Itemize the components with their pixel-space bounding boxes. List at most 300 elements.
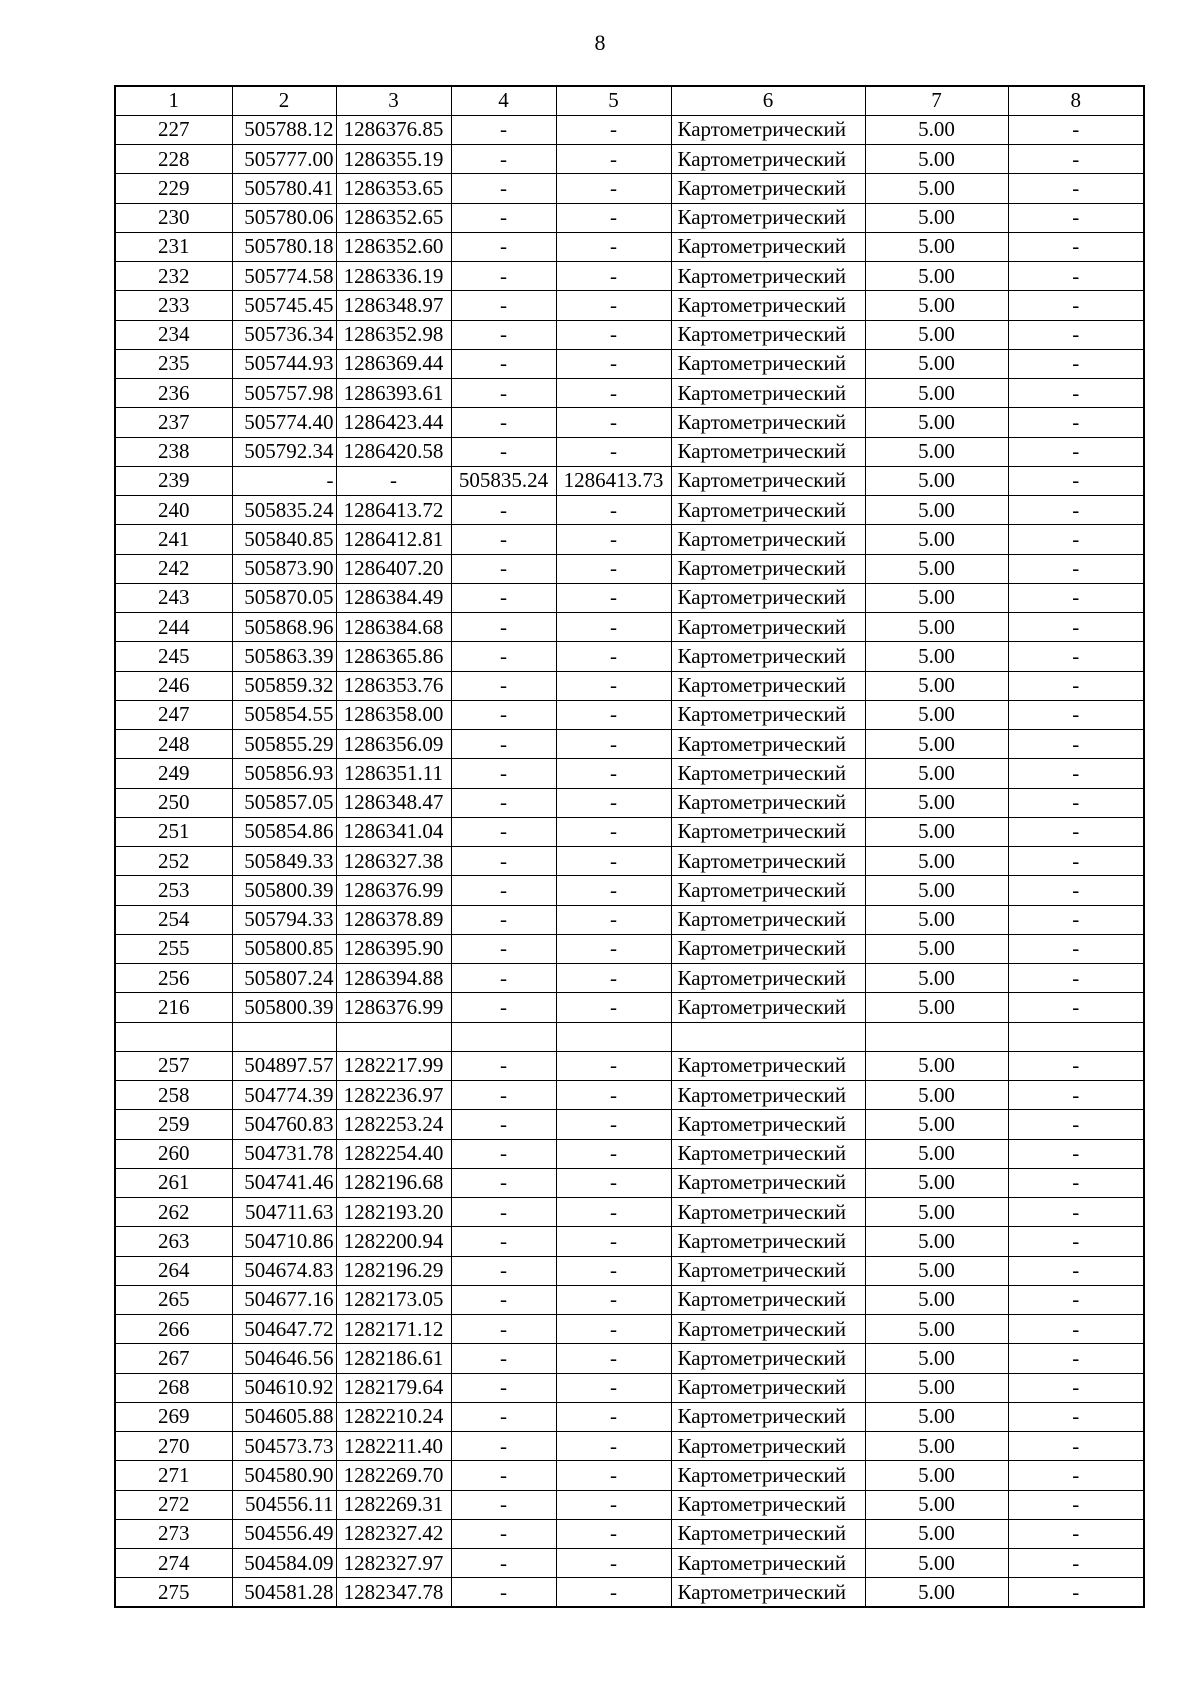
accuracy-cell: 5.00	[865, 525, 1008, 554]
y-new-coordinate-cell: -	[556, 1285, 671, 1314]
x-coordinate-cell: 505794.33	[232, 905, 336, 934]
point-number-cell: 253	[115, 876, 232, 905]
method-cell: Картометрический	[671, 1139, 865, 1168]
point-number-cell: 259	[115, 1110, 232, 1139]
point-number-cell: 243	[115, 583, 232, 612]
point-number-cell: 246	[115, 671, 232, 700]
x-new-coordinate-cell: -	[451, 437, 556, 466]
table-row	[115, 1549, 1144, 1578]
accuracy-cell: 5.00	[865, 1227, 1008, 1256]
method-cell: Картометрический	[671, 1578, 865, 1607]
column-header: 7	[865, 86, 1008, 115]
method-cell: Картометрический	[671, 1519, 865, 1548]
y-coordinate-cell: 1286376.85	[336, 115, 451, 144]
accuracy-cell: 5.00	[865, 876, 1008, 905]
table-row	[115, 1110, 1144, 1139]
y-coordinate-cell: 1286341.04	[336, 817, 451, 846]
y-new-coordinate-cell	[556, 1022, 671, 1051]
accuracy-cell: 5.00	[865, 1051, 1008, 1080]
x-new-coordinate-cell: -	[451, 262, 556, 291]
description-cell: -	[1008, 466, 1144, 495]
table-row	[115, 847, 1144, 876]
description-cell: -	[1008, 437, 1144, 466]
method-cell: Картометрический	[671, 993, 865, 1022]
y-new-coordinate-cell: -	[556, 583, 671, 612]
x-coordinate-cell: 505774.58	[232, 262, 336, 291]
method-cell: Картометрический	[671, 408, 865, 437]
accuracy-cell: 5.00	[865, 1110, 1008, 1139]
x-coordinate-cell: 504610.92	[232, 1373, 336, 1402]
x-new-coordinate-cell: -	[451, 700, 556, 729]
x-new-coordinate-cell: -	[451, 1227, 556, 1256]
description-cell: -	[1008, 145, 1144, 174]
y-new-coordinate-cell: -	[556, 700, 671, 729]
x-coordinate-cell: 505873.90	[232, 554, 336, 583]
x-new-coordinate-cell: -	[451, 1549, 556, 1578]
description-cell: -	[1008, 232, 1144, 261]
description-cell: -	[1008, 1373, 1144, 1402]
y-new-coordinate-cell: -	[556, 642, 671, 671]
accuracy-cell: 5.00	[865, 466, 1008, 495]
x-coordinate-cell: 504580.90	[232, 1461, 336, 1490]
description-cell: -	[1008, 759, 1144, 788]
x-coordinate-cell: 505854.55	[232, 700, 336, 729]
method-cell: Картометрический	[671, 964, 865, 993]
y-coordinate-cell: 1282327.42	[336, 1519, 451, 1548]
x-coordinate-cell: 504731.78	[232, 1139, 336, 1168]
description-cell: -	[1008, 671, 1144, 700]
accuracy-cell: 5.00	[865, 1519, 1008, 1548]
method-cell: Картометрический	[671, 554, 865, 583]
column-header: 3	[336, 86, 451, 115]
x-coordinate-cell: 504573.73	[232, 1432, 336, 1461]
description-cell: -	[1008, 905, 1144, 934]
y-new-coordinate-cell: -	[556, 1402, 671, 1431]
x-new-coordinate-cell: -	[451, 408, 556, 437]
table-row	[115, 466, 1144, 495]
y-coordinate-cell: 1282179.64	[336, 1373, 451, 1402]
y-coordinate-cell: 1282196.29	[336, 1256, 451, 1285]
y-coordinate-cell: 1282196.68	[336, 1168, 451, 1197]
y-coordinate-cell: 1282210.24	[336, 1402, 451, 1431]
accuracy-cell: 5.00	[865, 759, 1008, 788]
y-coordinate-cell: 1286369.44	[336, 349, 451, 378]
table-row	[115, 1344, 1144, 1373]
point-number-cell: 260	[115, 1139, 232, 1168]
method-cell: Картометрический	[671, 1168, 865, 1197]
x-new-coordinate-cell: -	[451, 203, 556, 232]
x-new-coordinate-cell: -	[451, 1461, 556, 1490]
x-coordinate-cell: 504647.72	[232, 1315, 336, 1344]
method-cell: Картометрический	[671, 876, 865, 905]
y-coordinate-cell: 1286413.72	[336, 496, 451, 525]
x-coordinate-cell: 505792.34	[232, 437, 336, 466]
description-cell	[1008, 1022, 1144, 1051]
x-new-coordinate-cell: -	[451, 613, 556, 642]
accuracy-cell: 5.00	[865, 1549, 1008, 1578]
description-cell: -	[1008, 817, 1144, 846]
y-coordinate-cell: 1286412.81	[336, 525, 451, 554]
accuracy-cell: 5.00	[865, 145, 1008, 174]
table-header-row	[115, 86, 1144, 115]
y-coordinate-cell: 1282327.97	[336, 1549, 451, 1578]
point-number-cell: 227	[115, 115, 232, 144]
method-cell: Картометрический	[671, 525, 865, 554]
table-row	[115, 554, 1144, 583]
description-cell: -	[1008, 1139, 1144, 1168]
description-cell: -	[1008, 115, 1144, 144]
x-new-coordinate-cell: -	[451, 671, 556, 700]
x-new-coordinate-cell: -	[451, 1081, 556, 1110]
description-cell: -	[1008, 1344, 1144, 1373]
y-coordinate-cell: 1282171.12	[336, 1315, 451, 1344]
x-new-coordinate-cell: -	[451, 642, 556, 671]
page-number: 8	[594, 30, 606, 55]
x-coordinate-cell: 504581.28	[232, 1578, 336, 1607]
method-cell: Картометрический	[671, 642, 865, 671]
y-coordinate-cell: 1282200.94	[336, 1227, 451, 1256]
x-coordinate-cell: 505777.00	[232, 145, 336, 174]
x-new-coordinate-cell	[451, 1022, 556, 1051]
x-coordinate-cell: 504741.46	[232, 1168, 336, 1197]
point-number-cell: 274	[115, 1549, 232, 1578]
x-new-coordinate-cell: -	[451, 847, 556, 876]
y-coordinate-cell: 1286348.97	[336, 291, 451, 320]
description-cell: -	[1008, 1490, 1144, 1519]
description-cell: -	[1008, 1578, 1144, 1607]
x-new-coordinate-cell: -	[451, 1168, 556, 1197]
method-cell: Картометрический	[671, 320, 865, 349]
y-new-coordinate-cell: -	[556, 496, 671, 525]
x-new-coordinate-cell: -	[451, 115, 556, 144]
description-cell: -	[1008, 1549, 1144, 1578]
description-cell: -	[1008, 349, 1144, 378]
y-new-coordinate-cell: -	[556, 262, 671, 291]
x-coordinate-cell: 504674.83	[232, 1256, 336, 1285]
x-new-coordinate-cell: -	[451, 1490, 556, 1519]
x-new-coordinate-cell: -	[451, 1051, 556, 1080]
x-coordinate-cell: 504710.86	[232, 1227, 336, 1256]
accuracy-cell: 5.00	[865, 847, 1008, 876]
table-row	[115, 905, 1144, 934]
method-cell: Картометрический	[671, 1402, 865, 1431]
point-number-cell	[115, 1022, 232, 1051]
y-new-coordinate-cell: -	[556, 203, 671, 232]
table-row	[115, 1373, 1144, 1402]
y-new-coordinate-cell: -	[556, 964, 671, 993]
point-number-cell: 250	[115, 788, 232, 817]
method-cell: Картометрический	[671, 1461, 865, 1490]
y-new-coordinate-cell: -	[556, 1081, 671, 1110]
description-cell: -	[1008, 1519, 1144, 1548]
x-new-coordinate-cell: -	[451, 964, 556, 993]
x-coordinate-cell: 505807.24	[232, 964, 336, 993]
x-new-coordinate-cell: -	[451, 525, 556, 554]
method-cell: Картометрический	[671, 349, 865, 378]
accuracy-cell: 5.00	[865, 730, 1008, 759]
table-row	[115, 613, 1144, 642]
accuracy-cell: 5.00	[865, 291, 1008, 320]
point-number-cell: 228	[115, 145, 232, 174]
method-cell: Картометрический	[671, 1432, 865, 1461]
x-coordinate-cell: 505854.86	[232, 817, 336, 846]
table-row	[115, 437, 1144, 466]
table-row	[115, 525, 1144, 554]
x-new-coordinate-cell: -	[451, 993, 556, 1022]
description-cell: -	[1008, 1256, 1144, 1285]
x-new-coordinate-cell: -	[451, 232, 556, 261]
y-new-coordinate-cell: -	[556, 291, 671, 320]
y-coordinate-cell: 1286376.99	[336, 876, 451, 905]
point-number-cell: 245	[115, 642, 232, 671]
table-row	[115, 1578, 1144, 1607]
y-new-coordinate-cell: -	[556, 613, 671, 642]
method-cell: Картометрический	[671, 1549, 865, 1578]
x-coordinate-cell: 504711.63	[232, 1198, 336, 1227]
y-new-coordinate-cell: -	[556, 1227, 671, 1256]
x-coordinate-cell: 505780.06	[232, 203, 336, 232]
point-number-cell: 258	[115, 1081, 232, 1110]
table-body	[115, 115, 1144, 1607]
method-cell: Картометрический	[671, 232, 865, 261]
x-new-coordinate-cell: -	[451, 817, 556, 846]
accuracy-cell: 5.00	[865, 1198, 1008, 1227]
point-number-cell: 261	[115, 1168, 232, 1197]
y-coordinate-cell: 1286356.09	[336, 730, 451, 759]
y-new-coordinate-cell: -	[556, 1461, 671, 1490]
x-new-coordinate-cell: -	[451, 905, 556, 934]
table-row	[115, 1402, 1144, 1431]
description-cell: -	[1008, 847, 1144, 876]
point-number-cell: 267	[115, 1344, 232, 1373]
column-header: 4	[451, 86, 556, 115]
table-row	[115, 145, 1144, 174]
x-coordinate-cell: 504897.57	[232, 1051, 336, 1080]
table-row	[115, 993, 1144, 1022]
description-cell: -	[1008, 993, 1144, 1022]
x-new-coordinate-cell: -	[451, 554, 556, 583]
point-number-cell: 229	[115, 174, 232, 203]
method-cell: Картометрический	[671, 1198, 865, 1227]
table-row	[115, 1081, 1144, 1110]
table-row	[115, 1051, 1144, 1080]
y-coordinate-cell: 1282193.20	[336, 1198, 451, 1227]
x-coordinate-cell: 505757.98	[232, 379, 336, 408]
table-row	[115, 262, 1144, 291]
y-coordinate-cell: 1286423.44	[336, 408, 451, 437]
x-new-coordinate-cell: -	[451, 1402, 556, 1431]
y-coordinate-cell: 1286353.65	[336, 174, 451, 203]
method-cell: Картометрический	[671, 291, 865, 320]
point-number-cell: 244	[115, 613, 232, 642]
x-coordinate-cell: 504584.09	[232, 1549, 336, 1578]
table-row	[115, 1285, 1144, 1314]
accuracy-cell: 5.00	[865, 349, 1008, 378]
accuracy-cell: 5.00	[865, 1168, 1008, 1197]
table-row	[115, 379, 1144, 408]
column-header: 8	[1008, 86, 1144, 115]
point-number-cell: 257	[115, 1051, 232, 1080]
point-number-cell: 255	[115, 934, 232, 963]
x-coordinate-cell: 505849.33	[232, 847, 336, 876]
description-cell: -	[1008, 1168, 1144, 1197]
y-new-coordinate-cell: -	[556, 847, 671, 876]
table-row	[115, 1490, 1144, 1519]
point-number-cell: 251	[115, 817, 232, 846]
accuracy-cell: 5.00	[865, 700, 1008, 729]
accuracy-cell: 5.00	[865, 583, 1008, 612]
method-cell: Картометрический	[671, 1051, 865, 1080]
x-new-coordinate-cell: -	[451, 1198, 556, 1227]
x-new-coordinate-cell: -	[451, 320, 556, 349]
point-number-cell: 254	[115, 905, 232, 934]
table-row	[115, 1139, 1144, 1168]
y-coordinate-cell: 1282253.24	[336, 1110, 451, 1139]
y-new-coordinate-cell: -	[556, 525, 671, 554]
point-number-cell: 270	[115, 1432, 232, 1461]
table-row	[115, 583, 1144, 612]
method-cell: Картометрический	[671, 1227, 865, 1256]
x-coordinate-cell: 505800.85	[232, 934, 336, 963]
table-row	[115, 496, 1144, 525]
x-coordinate-cell: 505856.93	[232, 759, 336, 788]
point-number-cell: 268	[115, 1373, 232, 1402]
accuracy-cell: 5.00	[865, 379, 1008, 408]
accuracy-cell: 5.00	[865, 1344, 1008, 1373]
x-coordinate-cell: 504677.16	[232, 1285, 336, 1314]
point-number-cell: 236	[115, 379, 232, 408]
table-row	[115, 671, 1144, 700]
table-row	[115, 817, 1144, 846]
method-cell: Картометрический	[671, 905, 865, 934]
x-new-coordinate-cell: -	[451, 349, 556, 378]
method-cell: Картометрический	[671, 145, 865, 174]
description-cell: -	[1008, 730, 1144, 759]
description-cell: -	[1008, 496, 1144, 525]
description-cell: -	[1008, 408, 1144, 437]
y-new-coordinate-cell: -	[556, 554, 671, 583]
accuracy-cell: 5.00	[865, 496, 1008, 525]
y-coordinate-cell: 1286352.65	[336, 203, 451, 232]
y-new-coordinate-cell: -	[556, 379, 671, 408]
y-new-coordinate-cell: -	[556, 1139, 671, 1168]
x-new-coordinate-cell: -	[451, 1344, 556, 1373]
accuracy-cell: 5.00	[865, 1373, 1008, 1402]
accuracy-cell: 5.00	[865, 642, 1008, 671]
point-number-cell: 233	[115, 291, 232, 320]
accuracy-cell: 5.00	[865, 437, 1008, 466]
x-coordinate-cell: 505840.85	[232, 525, 336, 554]
x-new-coordinate-cell: -	[451, 1256, 556, 1285]
accuracy-cell: 5.00	[865, 964, 1008, 993]
accuracy-cell: 5.00	[865, 174, 1008, 203]
accuracy-cell: 5.00	[865, 554, 1008, 583]
table-row	[115, 1168, 1144, 1197]
y-coordinate-cell: 1286393.61	[336, 379, 451, 408]
x-coordinate-cell: 505863.39	[232, 642, 336, 671]
method-cell: Картометрический	[671, 115, 865, 144]
point-number-cell: 247	[115, 700, 232, 729]
y-new-coordinate-cell: -	[556, 905, 671, 934]
y-new-coordinate-cell: -	[556, 408, 671, 437]
table-row	[115, 115, 1144, 144]
y-coordinate-cell: 1286351.11	[336, 759, 451, 788]
y-new-coordinate-cell: -	[556, 1578, 671, 1607]
method-cell: Картометрический	[671, 613, 865, 642]
column-header: 5	[556, 86, 671, 115]
y-new-coordinate-cell: -	[556, 320, 671, 349]
point-number-cell: 264	[115, 1256, 232, 1285]
y-new-coordinate-cell: -	[556, 437, 671, 466]
description-cell: -	[1008, 262, 1144, 291]
method-cell: Картометрический	[671, 583, 865, 612]
method-cell: Картометрический	[671, 1081, 865, 1110]
y-coordinate-cell: 1286352.60	[336, 232, 451, 261]
x-new-coordinate-cell: -	[451, 145, 556, 174]
x-new-coordinate-cell: -	[451, 1285, 556, 1314]
method-cell: Картометрический	[671, 174, 865, 203]
point-number-cell: 273	[115, 1519, 232, 1548]
accuracy-cell: 5.00	[865, 1256, 1008, 1285]
accuracy-cell: 5.00	[865, 905, 1008, 934]
x-new-coordinate-cell: -	[451, 876, 556, 905]
y-coordinate-cell: -	[336, 466, 451, 495]
x-new-coordinate-cell: -	[451, 730, 556, 759]
x-coordinate-cell: 505774.40	[232, 408, 336, 437]
table-row	[115, 759, 1144, 788]
accuracy-cell: 5.00	[865, 993, 1008, 1022]
accuracy-cell: 5.00	[865, 788, 1008, 817]
method-cell: Картометрический	[671, 1373, 865, 1402]
y-new-coordinate-cell: -	[556, 1110, 671, 1139]
description-cell: -	[1008, 203, 1144, 232]
table-row	[115, 1227, 1144, 1256]
point-number-cell: 256	[115, 964, 232, 993]
table-row	[115, 876, 1144, 905]
y-coordinate-cell: 1286365.86	[336, 642, 451, 671]
x-coordinate-cell: 505870.05	[232, 583, 336, 612]
table-row	[115, 700, 1144, 729]
y-new-coordinate-cell: -	[556, 1051, 671, 1080]
description-cell: -	[1008, 642, 1144, 671]
method-cell: Картометрический	[671, 1256, 865, 1285]
y-coordinate-cell: 1282173.05	[336, 1285, 451, 1314]
y-coordinate-cell: 1286352.98	[336, 320, 451, 349]
description-cell: -	[1008, 1081, 1144, 1110]
accuracy-cell: 5.00	[865, 1081, 1008, 1110]
table-row	[115, 964, 1144, 993]
y-coordinate-cell: 1286384.49	[336, 583, 451, 612]
accuracy-cell: 5.00	[865, 1402, 1008, 1431]
x-new-coordinate-cell: -	[451, 1315, 556, 1344]
point-number-cell: 231	[115, 232, 232, 261]
x-coordinate-cell: 504556.49	[232, 1519, 336, 1548]
y-coordinate-cell: 1282269.31	[336, 1490, 451, 1519]
x-coordinate-cell: 505857.05	[232, 788, 336, 817]
y-new-coordinate-cell: -	[556, 730, 671, 759]
accuracy-cell: 5.00	[865, 1285, 1008, 1314]
method-cell: Картометрический	[671, 817, 865, 846]
y-new-coordinate-cell: -	[556, 232, 671, 261]
x-coordinate-cell: 505780.18	[232, 232, 336, 261]
y-coordinate-cell: 1282347.78	[336, 1578, 451, 1607]
x-coordinate-cell: 504774.39	[232, 1081, 336, 1110]
x-coordinate-cell: 505868.96	[232, 613, 336, 642]
coordinates-table	[114, 85, 1145, 1608]
table-row	[115, 1461, 1144, 1490]
method-cell: Картометрический	[671, 1285, 865, 1314]
description-cell: -	[1008, 379, 1144, 408]
